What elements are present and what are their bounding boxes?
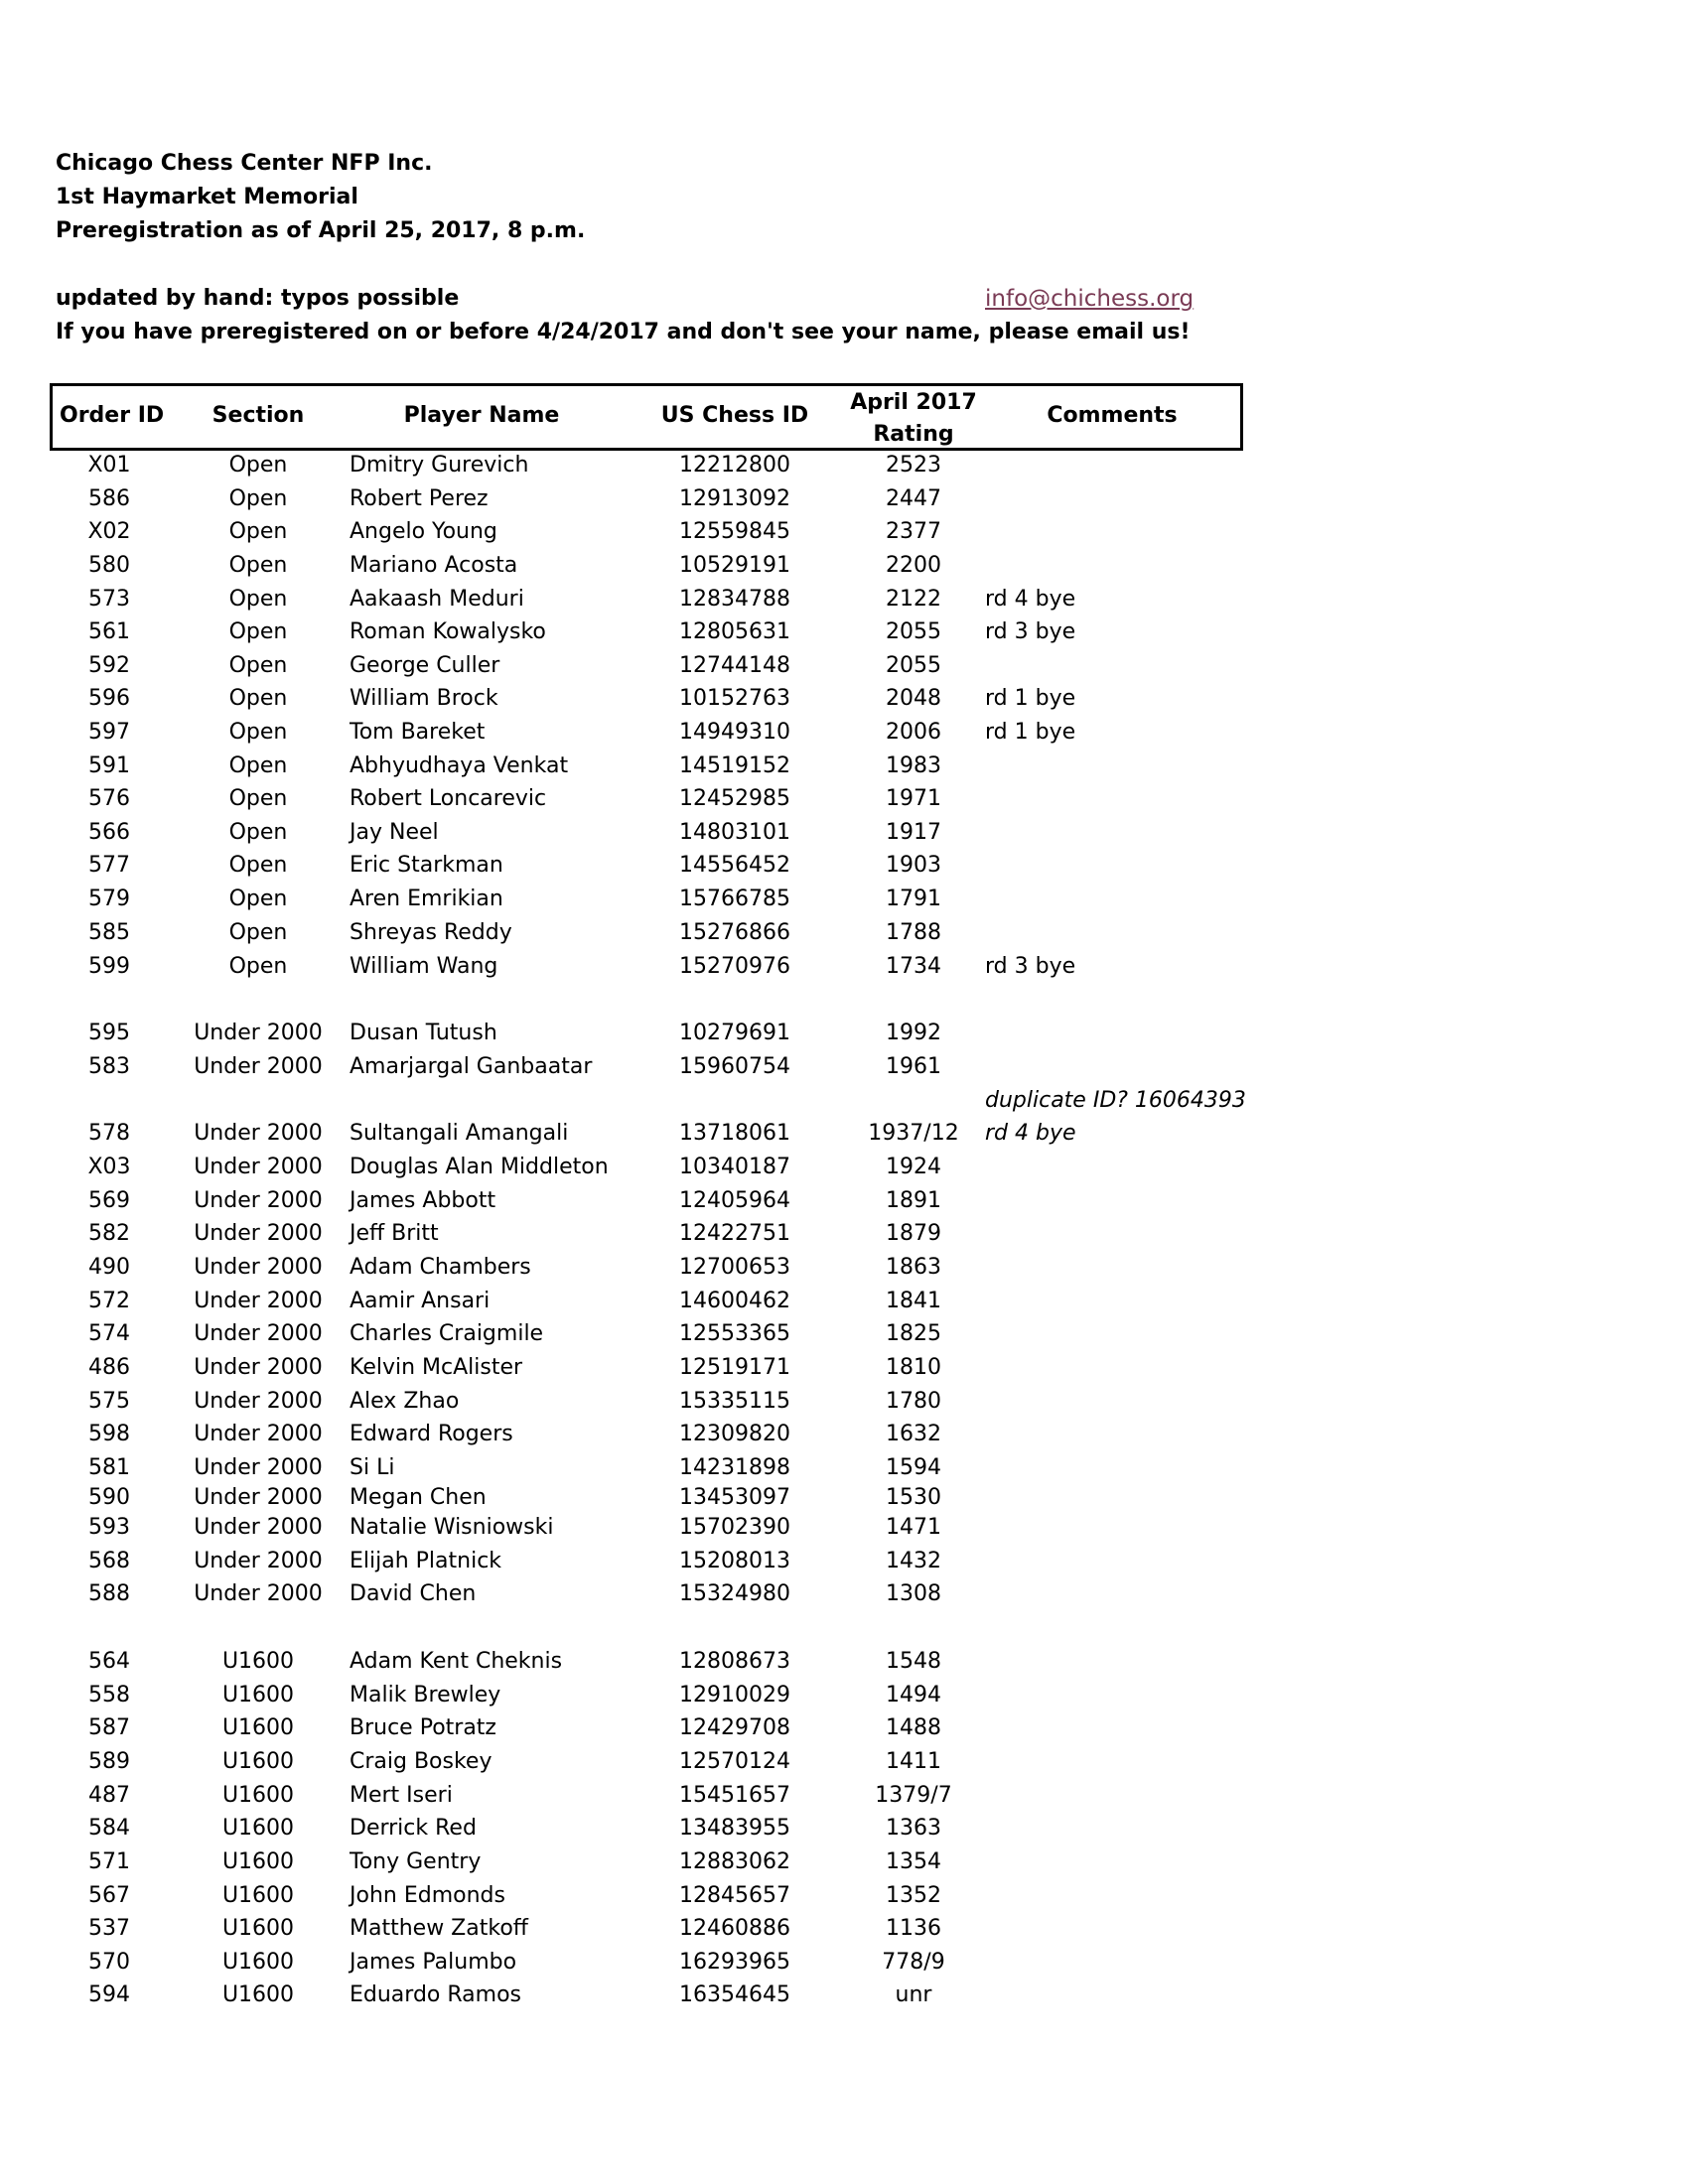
rating-cell: 1879 (886, 1221, 941, 1246)
us-chess-id-cell: 15335115 (679, 1389, 790, 1414)
comment-cell (985, 1915, 1243, 1943)
us-chess-id-cell: 10340187 (679, 1155, 790, 1179)
section-cell: Open (228, 686, 288, 711)
order-id-cell: 598 (88, 1422, 130, 1446)
player-name-cell: Angelo Young (350, 519, 497, 544)
player-name-cell: Dusan Tutush (350, 1021, 497, 1045)
order-id-cell: 591 (88, 753, 130, 778)
section-cell (179, 1087, 338, 1115)
order-id-cell: 592 (88, 653, 130, 678)
player-name-cell: Robert Loncarevic (350, 786, 547, 811)
rating-cell: 1594 (886, 1455, 941, 1480)
us-chess-id-cell: 13453097 (679, 1485, 790, 1510)
col-header-us-chess-id: US Chess ID (660, 403, 809, 428)
order-id-cell: 574 (88, 1321, 130, 1346)
comment-cell (985, 785, 1243, 813)
section-cell: Under 2000 (194, 1389, 323, 1414)
rating-cell: 2122 (886, 587, 941, 612)
player-name-cell: Abhyudhaya Venkat (350, 753, 569, 778)
rating-cell: 1810 (886, 1355, 941, 1380)
player-name-cell: Sultangali Amangali (350, 1121, 569, 1146)
player-name-cell: Derrick Red (350, 1816, 477, 1841)
comment-cell (985, 1187, 1243, 1215)
section-cell: Open (228, 887, 288, 911)
order-id-cell: 585 (88, 920, 130, 945)
us-chess-id-cell: 12883062 (679, 1849, 790, 1874)
comment-cell (985, 1388, 1243, 1416)
player-name-cell: Amarjargal Ganbaatar (350, 1054, 593, 1079)
comment-cell (985, 1454, 1243, 1482)
section-cell: U1600 (221, 1916, 295, 1941)
player-name-cell: Aren Emrikian (350, 887, 503, 911)
us-chess-id-cell: 12910029 (679, 1683, 790, 1707)
rating-cell: 1917 (886, 820, 941, 845)
order-id-cell: 588 (88, 1581, 130, 1606)
section-cell: Under 2000 (194, 1221, 323, 1246)
us-chess-id-cell: 12519171 (679, 1355, 790, 1380)
section-cell: Under 2000 (194, 1321, 323, 1346)
us-chess-id-cell: 14600462 (679, 1289, 790, 1313)
rating-cell: 1411 (886, 1749, 941, 1774)
us-chess-id-cell: 12744148 (679, 653, 790, 678)
order-id-cell: 486 (88, 1355, 130, 1380)
section-cell: Open (228, 753, 288, 778)
section-cell: U1600 (221, 1649, 295, 1674)
comment-cell (985, 1548, 1243, 1575)
section-cell: Open (228, 954, 288, 979)
order-id-cell: 490 (88, 1255, 130, 1280)
player-name-cell: Jay Neel (350, 820, 439, 845)
section-cell: Under 2000 (194, 1054, 323, 1079)
comment-cell (985, 1949, 1243, 1977)
player-name-cell: Elijah Platnick (350, 1549, 502, 1573)
comment-cell (985, 1815, 1243, 1843)
us-chess-id-cell: 12834788 (679, 587, 790, 612)
order-id-cell: 578 (88, 1121, 130, 1146)
comment-cell (985, 1514, 1243, 1542)
us-chess-id-cell: 15766785 (679, 887, 790, 911)
player-name-cell: Dmitry Gurevich (350, 453, 529, 478)
order-id-cell: 590 (88, 1485, 130, 1510)
order-id-cell: 583 (88, 1054, 130, 1079)
section-cell: Open (228, 587, 288, 612)
player-name-cell: James Palumbo (350, 1950, 517, 1975)
order-id-cell: 568 (88, 1549, 130, 1573)
player-name-cell: Malik Brewley (350, 1683, 501, 1707)
order-id-cell: 582 (88, 1221, 130, 1246)
comment-cell (985, 452, 1243, 479)
comment-cell (985, 1981, 1243, 2009)
rating-cell: 1530 (886, 1485, 941, 1510)
section-cell: U1600 (221, 1950, 295, 1975)
rating-cell: 1825 (886, 1321, 941, 1346)
order-id-cell: X03 (87, 1155, 131, 1179)
us-chess-id-cell: 15451657 (679, 1783, 790, 1808)
comment-cell (985, 1748, 1243, 1776)
order-id-cell: 589 (88, 1749, 130, 1774)
rating-cell: 2006 (886, 720, 941, 745)
us-chess-id-cell: 12570124 (679, 1749, 790, 1774)
us-chess-id-cell: 15324980 (679, 1581, 790, 1606)
order-id-cell: 580 (88, 553, 130, 578)
section-cell: Open (228, 853, 288, 878)
rating-cell: 1352 (886, 1883, 941, 1908)
rating-cell: 1961 (886, 1054, 941, 1079)
player-name-cell: Adam Chambers (350, 1255, 531, 1280)
order-id-cell: 558 (88, 1683, 130, 1707)
comment-cell (985, 1882, 1243, 1910)
comment-cell: rd 1 bye (985, 720, 1076, 745)
us-chess-id-cell: 15960754 (679, 1054, 790, 1079)
player-name-cell: Si Li (350, 1455, 395, 1480)
player-name-cell: Craig Boskey (350, 1749, 492, 1774)
contact-email-link[interactable]: info@chichess.org (985, 286, 1195, 312)
order-id-cell: 573 (88, 587, 130, 612)
rating-cell: 2200 (886, 553, 941, 578)
section-cell: Under 2000 (194, 1581, 323, 1606)
order-id-cell: 576 (88, 786, 130, 811)
comment-cell (985, 1580, 1243, 1608)
rating-cell: 2447 (886, 486, 941, 511)
section-cell: Under 2000 (194, 1422, 323, 1446)
comment-cell (985, 1320, 1243, 1348)
comment-cell (985, 886, 1243, 913)
comment-cell (985, 819, 1243, 847)
us-chess-id-cell: 12309820 (679, 1422, 790, 1446)
order-id-cell: 593 (88, 1515, 130, 1540)
rating-cell: unr (895, 1982, 932, 2007)
section-cell: U1600 (221, 1816, 295, 1841)
order-id-cell: 577 (88, 853, 130, 878)
player-name-cell: Matthew Zatkoff (350, 1916, 528, 1941)
rating-cell: 1891 (886, 1188, 941, 1213)
comment-cell (985, 1053, 1243, 1081)
rating-cell: 778/9 (882, 1950, 945, 1975)
comment-cell (985, 852, 1243, 880)
section-cell: Open (228, 786, 288, 811)
comment-cell (985, 1020, 1243, 1047)
order-id-cell: 586 (88, 486, 130, 511)
rating-cell: 1841 (886, 1289, 941, 1313)
player-name-cell: Douglas Alan Middleton (350, 1155, 609, 1179)
order-id-cell: 587 (88, 1715, 130, 1740)
section-cell: Open (228, 619, 288, 644)
rating-cell: 1992 (886, 1021, 941, 1045)
us-chess-id-cell: 16354645 (679, 1982, 790, 2007)
player-name-cell: Megan Chen (350, 1485, 487, 1510)
us-chess-id-cell: 15276866 (679, 920, 790, 945)
player-name-cell: Mariano Acosta (350, 553, 518, 578)
us-chess-id-cell: 12212800 (679, 453, 790, 478)
rating-cell: 1432 (886, 1549, 941, 1573)
player-name-cell: Jeff Britt (350, 1221, 439, 1246)
email-instructions: If you have preregistered on or before 4/24/2017 and don't see your name, please email us! (56, 320, 1191, 344)
comment-cell (985, 1288, 1243, 1315)
player-name-cell: George Culler (350, 653, 500, 678)
us-chess-id-cell: 10152763 (679, 686, 790, 711)
player-name-cell: Robert Perez (350, 486, 489, 511)
rating-cell: 1791 (886, 887, 941, 911)
order-id-cell: X02 (87, 519, 131, 544)
us-chess-id-cell: 14949310 (679, 720, 790, 745)
rating-cell: 1903 (886, 853, 941, 878)
order-id-cell: 581 (88, 1455, 130, 1480)
us-chess-id-cell: 13718061 (679, 1121, 790, 1146)
player-name-cell: Eric Starkman (350, 853, 503, 878)
section-cell: Under 2000 (194, 1549, 323, 1573)
section-cell: Open (228, 453, 288, 478)
player-name-cell: Edward Rogers (350, 1422, 513, 1446)
rating-cell: 1788 (886, 920, 941, 945)
event-title: 1st Haymarket Memorial (56, 185, 358, 209)
comment-cell: duplicate ID? 16064393 (985, 1088, 1246, 1113)
section-cell: Under 2000 (194, 1515, 323, 1540)
us-chess-id-cell: 12422751 (679, 1221, 790, 1246)
us-chess-id-cell: 12700653 (679, 1255, 790, 1280)
player-name-cell: Shreyas Reddy (350, 920, 512, 945)
comment-cell (985, 518, 1243, 546)
comment-cell (985, 552, 1243, 580)
us-chess-id-cell: 12460886 (679, 1916, 790, 1941)
rating-cell: 1363 (886, 1816, 941, 1841)
comment-cell (985, 1782, 1243, 1810)
order-id-cell: 569 (88, 1188, 130, 1213)
rating-cell: 1354 (886, 1849, 941, 1874)
us-chess-id-cell: 12845657 (679, 1883, 790, 1908)
us-chess-id-cell: 12805631 (679, 619, 790, 644)
player-name-cell: Charles Craigmile (350, 1321, 544, 1346)
comment-cell: rd 1 bye (985, 686, 1076, 711)
us-chess-id-cell: 12559845 (679, 519, 790, 544)
order-id-cell: 595 (88, 1021, 130, 1045)
section-cell: Open (228, 720, 288, 745)
player-name-cell: Mert Iseri (350, 1783, 453, 1808)
order-id-cell: 572 (88, 1289, 130, 1313)
us-chess-id-cell: 15208013 (679, 1549, 790, 1573)
player-name-cell: Aamir Ansari (350, 1289, 491, 1313)
comment-cell (985, 1648, 1243, 1676)
rating-cell: 1308 (886, 1581, 941, 1606)
section-cell: U1600 (221, 1849, 295, 1874)
rating-cell: 2048 (886, 686, 941, 711)
section-cell: U1600 (221, 1982, 295, 2007)
us-chess-id-cell: 10529191 (679, 553, 790, 578)
us-chess-id-cell: 12405964 (679, 1188, 790, 1213)
comment-cell: rd 4 bye (985, 587, 1076, 612)
comment-cell (985, 752, 1243, 780)
preregistration-date: Preregistration as of April 25, 2017, 8 p.m. (56, 218, 586, 243)
rating-cell: 2377 (886, 519, 941, 544)
us-chess-id-cell: 14519152 (679, 753, 790, 778)
rating-header-line1: April 2017 (850, 390, 977, 415)
order-id-cell: 571 (88, 1849, 130, 1874)
rating-cell: 1632 (886, 1422, 941, 1446)
section-cell: U1600 (221, 1715, 295, 1740)
comment-cell (985, 1220, 1243, 1248)
rating-header-line2: Rating (873, 422, 954, 447)
player-name-cell: Bruce Potratz (350, 1715, 496, 1740)
rating-cell: 2055 (886, 653, 941, 678)
player-name-cell: William Wang (350, 954, 498, 979)
us-chess-id-cell: 14556452 (679, 853, 790, 878)
order-id-cell: 584 (88, 1816, 130, 1841)
section-cell: Under 2000 (194, 1255, 323, 1280)
section-cell: Under 2000 (194, 1485, 323, 1510)
player-name-cell: Kelvin McAlister (350, 1355, 523, 1380)
us-chess-id-cell: 12808673 (679, 1649, 790, 1674)
section-cell: Open (228, 519, 288, 544)
rating-cell: 2055 (886, 619, 941, 644)
section-cell: Under 2000 (194, 1155, 323, 1179)
comment-cell: rd 3 bye (985, 954, 1076, 979)
order-id-cell: 575 (88, 1389, 130, 1414)
player-name-cell: John Edmonds (350, 1883, 505, 1908)
rating-cell: 1924 (886, 1155, 941, 1179)
rating-cell (854, 1087, 973, 1115)
order-id-cell: 537 (88, 1916, 130, 1941)
order-id-cell: 597 (88, 720, 130, 745)
section-cell: Under 2000 (194, 1289, 323, 1313)
order-id-cell: X01 (87, 453, 131, 478)
rating-cell: 1971 (886, 786, 941, 811)
player-name-cell: Adam Kent Cheknis (350, 1649, 563, 1674)
order-id-cell: 570 (88, 1950, 130, 1975)
rating-cell: 1136 (886, 1916, 941, 1941)
rating-cell: 1488 (886, 1715, 941, 1740)
rating-cell: 1471 (886, 1515, 941, 1540)
player-name-cell: David Chen (350, 1581, 477, 1606)
player-name-cell: Aakaash Meduri (350, 587, 524, 612)
comment-cell (985, 652, 1243, 680)
section-cell: U1600 (221, 1683, 295, 1707)
section-cell: U1600 (221, 1783, 295, 1808)
comment-cell (985, 1682, 1243, 1709)
order-id-cell: 594 (88, 1982, 130, 2007)
player-name-cell: Tom Bareket (350, 720, 486, 745)
us-chess-id-cell: 12553365 (679, 1321, 790, 1346)
us-chess-id-cell: 14803101 (679, 820, 790, 845)
comment-cell (985, 1154, 1243, 1181)
section-cell: Open (228, 553, 288, 578)
order-id-cell: 567 (88, 1883, 130, 1908)
player-name-cell: Eduardo Ramos (350, 1982, 522, 2007)
rating-cell: 1379/7 (875, 1783, 952, 1808)
comment-cell (985, 1421, 1243, 1448)
order-id-cell: 561 (88, 619, 130, 644)
comment-cell: rd 3 bye (985, 619, 1076, 644)
section-cell: Open (228, 486, 288, 511)
player-name-cell: James Abbott (350, 1188, 496, 1213)
player-name-cell: Tony Gentry (350, 1849, 482, 1874)
section-cell: U1600 (221, 1883, 295, 1908)
player-name-cell: Alex Zhao (350, 1389, 460, 1414)
section-cell: Under 2000 (194, 1188, 323, 1213)
comment-cell (985, 1254, 1243, 1282)
us-chess-id-cell: 10279691 (679, 1021, 790, 1045)
order-id-cell: 564 (88, 1649, 130, 1674)
typo-note: updated by hand: typos possible (56, 286, 460, 311)
us-chess-id-cell: 15270976 (679, 954, 790, 979)
us-chess-id-cell: 12452985 (679, 786, 790, 811)
section-cell: Under 2000 (194, 1355, 323, 1380)
rating-cell: 1983 (886, 753, 941, 778)
section-cell: Open (228, 820, 288, 845)
us-chess-id-cell: 12429708 (679, 1715, 790, 1740)
rating-cell: 1780 (886, 1389, 941, 1414)
rating-cell: 1548 (886, 1649, 941, 1674)
order-id-cell: 599 (88, 954, 130, 979)
us-chess-id-cell: 15702390 (679, 1515, 790, 1540)
comment-cell (985, 1714, 1243, 1742)
comment-cell (985, 485, 1243, 513)
comment-cell (985, 1484, 1243, 1512)
rating-cell: 1494 (886, 1683, 941, 1707)
rating-cell: 1863 (886, 1255, 941, 1280)
player-name-cell: Roman Kowalysko (350, 619, 546, 644)
section-cell: Under 2000 (194, 1021, 323, 1045)
section-cell: U1600 (221, 1749, 295, 1774)
section-cell: Open (228, 653, 288, 678)
col-header-comments: Comments (1047, 403, 1178, 428)
rating-cell: 1937/12 (868, 1121, 959, 1146)
col-header-section: Section (211, 403, 305, 428)
us-chess-id-cell (665, 1087, 804, 1115)
comment-cell (985, 919, 1243, 947)
section-cell: Under 2000 (194, 1121, 323, 1146)
comment-cell (985, 1354, 1243, 1382)
rating-cell: 2523 (886, 453, 941, 478)
col-header-player-name: Player Name (403, 403, 560, 428)
us-chess-id-cell: 14231898 (679, 1455, 790, 1480)
us-chess-id-cell: 13483955 (679, 1816, 790, 1841)
section-cell: Under 2000 (194, 1455, 323, 1480)
comment-cell: rd 4 bye (985, 1121, 1076, 1146)
order-id-cell: 596 (88, 686, 130, 711)
order-id-cell: 487 (88, 1783, 130, 1808)
player-name-cell (350, 1087, 667, 1115)
comment-cell (985, 1848, 1243, 1876)
order-id-cell: 566 (88, 820, 130, 845)
player-name-cell: William Brock (350, 686, 498, 711)
section-cell: Open (228, 920, 288, 945)
org-name: Chicago Chess Center NFP Inc. (56, 151, 433, 176)
col-header-order-id: Order ID (60, 403, 165, 428)
us-chess-id-cell: 16293965 (679, 1950, 790, 1975)
order-id-cell (60, 1087, 159, 1115)
order-id-cell: 579 (88, 887, 130, 911)
player-name-cell: Natalie Wisniowski (350, 1515, 554, 1540)
us-chess-id-cell: 12913092 (679, 486, 790, 511)
rating-cell: 1734 (886, 954, 941, 979)
